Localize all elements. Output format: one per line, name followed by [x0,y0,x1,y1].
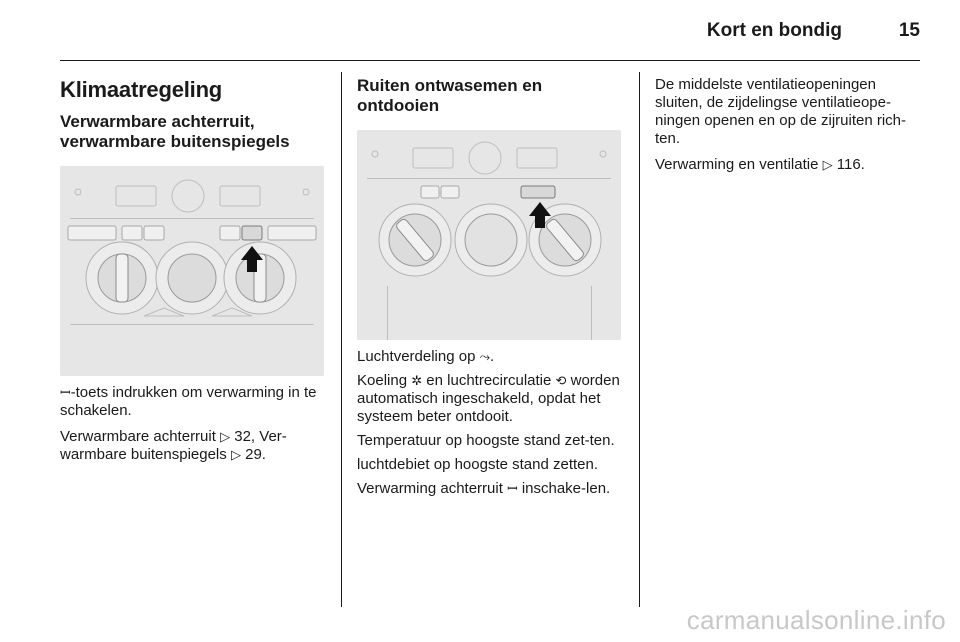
page-reference-arrow-icon: ▷ [230,447,241,462]
rear-window-heating-icon: ꟷ [60,385,71,400]
paragraph-rear-heat: ꟷ-toets indrukken om verwarming in te schakelen. [60,384,317,419]
column-2 [357,72,625,498]
paragraph-cooling: Koeling ✲ en luchtrecirculatie ⟲ worden automatisch ingeschakeld, opdat het systeem beter ontdooit. [357,372,620,425]
section-heading-heated-rear-window: Verwarmbare achterruit, verwarmbare buitenspiegels [60,112,290,151]
rear-window-heating-icon: ꟷ [507,481,518,496]
paragraph-temperature: Temperatuur op hoogste stand zet-ten. [357,432,615,449]
paragraph-rear-window: Verwarming achterruit ꟷ inschake-len. [357,480,611,497]
paragraph-references-1: Verwarmbare achterruit ▷ 32, Ver-warmbare buitenspiegels ▷ 29. [60,428,287,463]
page-header [60,18,920,58]
paragraph-airflow: luchtdebiet op hoogste stand zetten. [357,456,599,473]
column-divider-2 [639,72,640,607]
air-recirculation-icon: ⟲ [555,373,567,388]
paragraph-air-distribution: Luchtverdeling op ⤳. [357,348,495,365]
climate-panel-illustration-2 [357,130,621,340]
section-title: Kort en bondig [706,20,842,41]
watermark: carmanualsonline.info [686,605,946,635]
climate-panel-illustration-1 [60,166,324,376]
windshield-airflow-icon: ⤳ [479,349,490,364]
column-3 [655,72,925,174]
column-divider-1 [341,72,342,607]
page-number: 15 [898,20,920,41]
page-reference-arrow-icon: ▷ [822,157,833,172]
chapter-heading: Klimaatregeling [60,77,223,102]
header-divider [60,60,920,61]
section-heading-defrost: Ruiten ontwasemen en ontdooien [357,76,543,115]
snowflake-icon: ✲ [411,373,423,388]
paragraph-references-2: Verwarming en ventilatie ▷ 116. [655,156,865,173]
column-1 [60,72,326,464]
page-reference-arrow-icon: ▷ [220,429,231,444]
paragraph-vents: De middelste ventilatieopeningen sluiten, de zijdelingse ventilatieope-ningen openen en op de zijruiten rich-ten. [655,76,907,147]
